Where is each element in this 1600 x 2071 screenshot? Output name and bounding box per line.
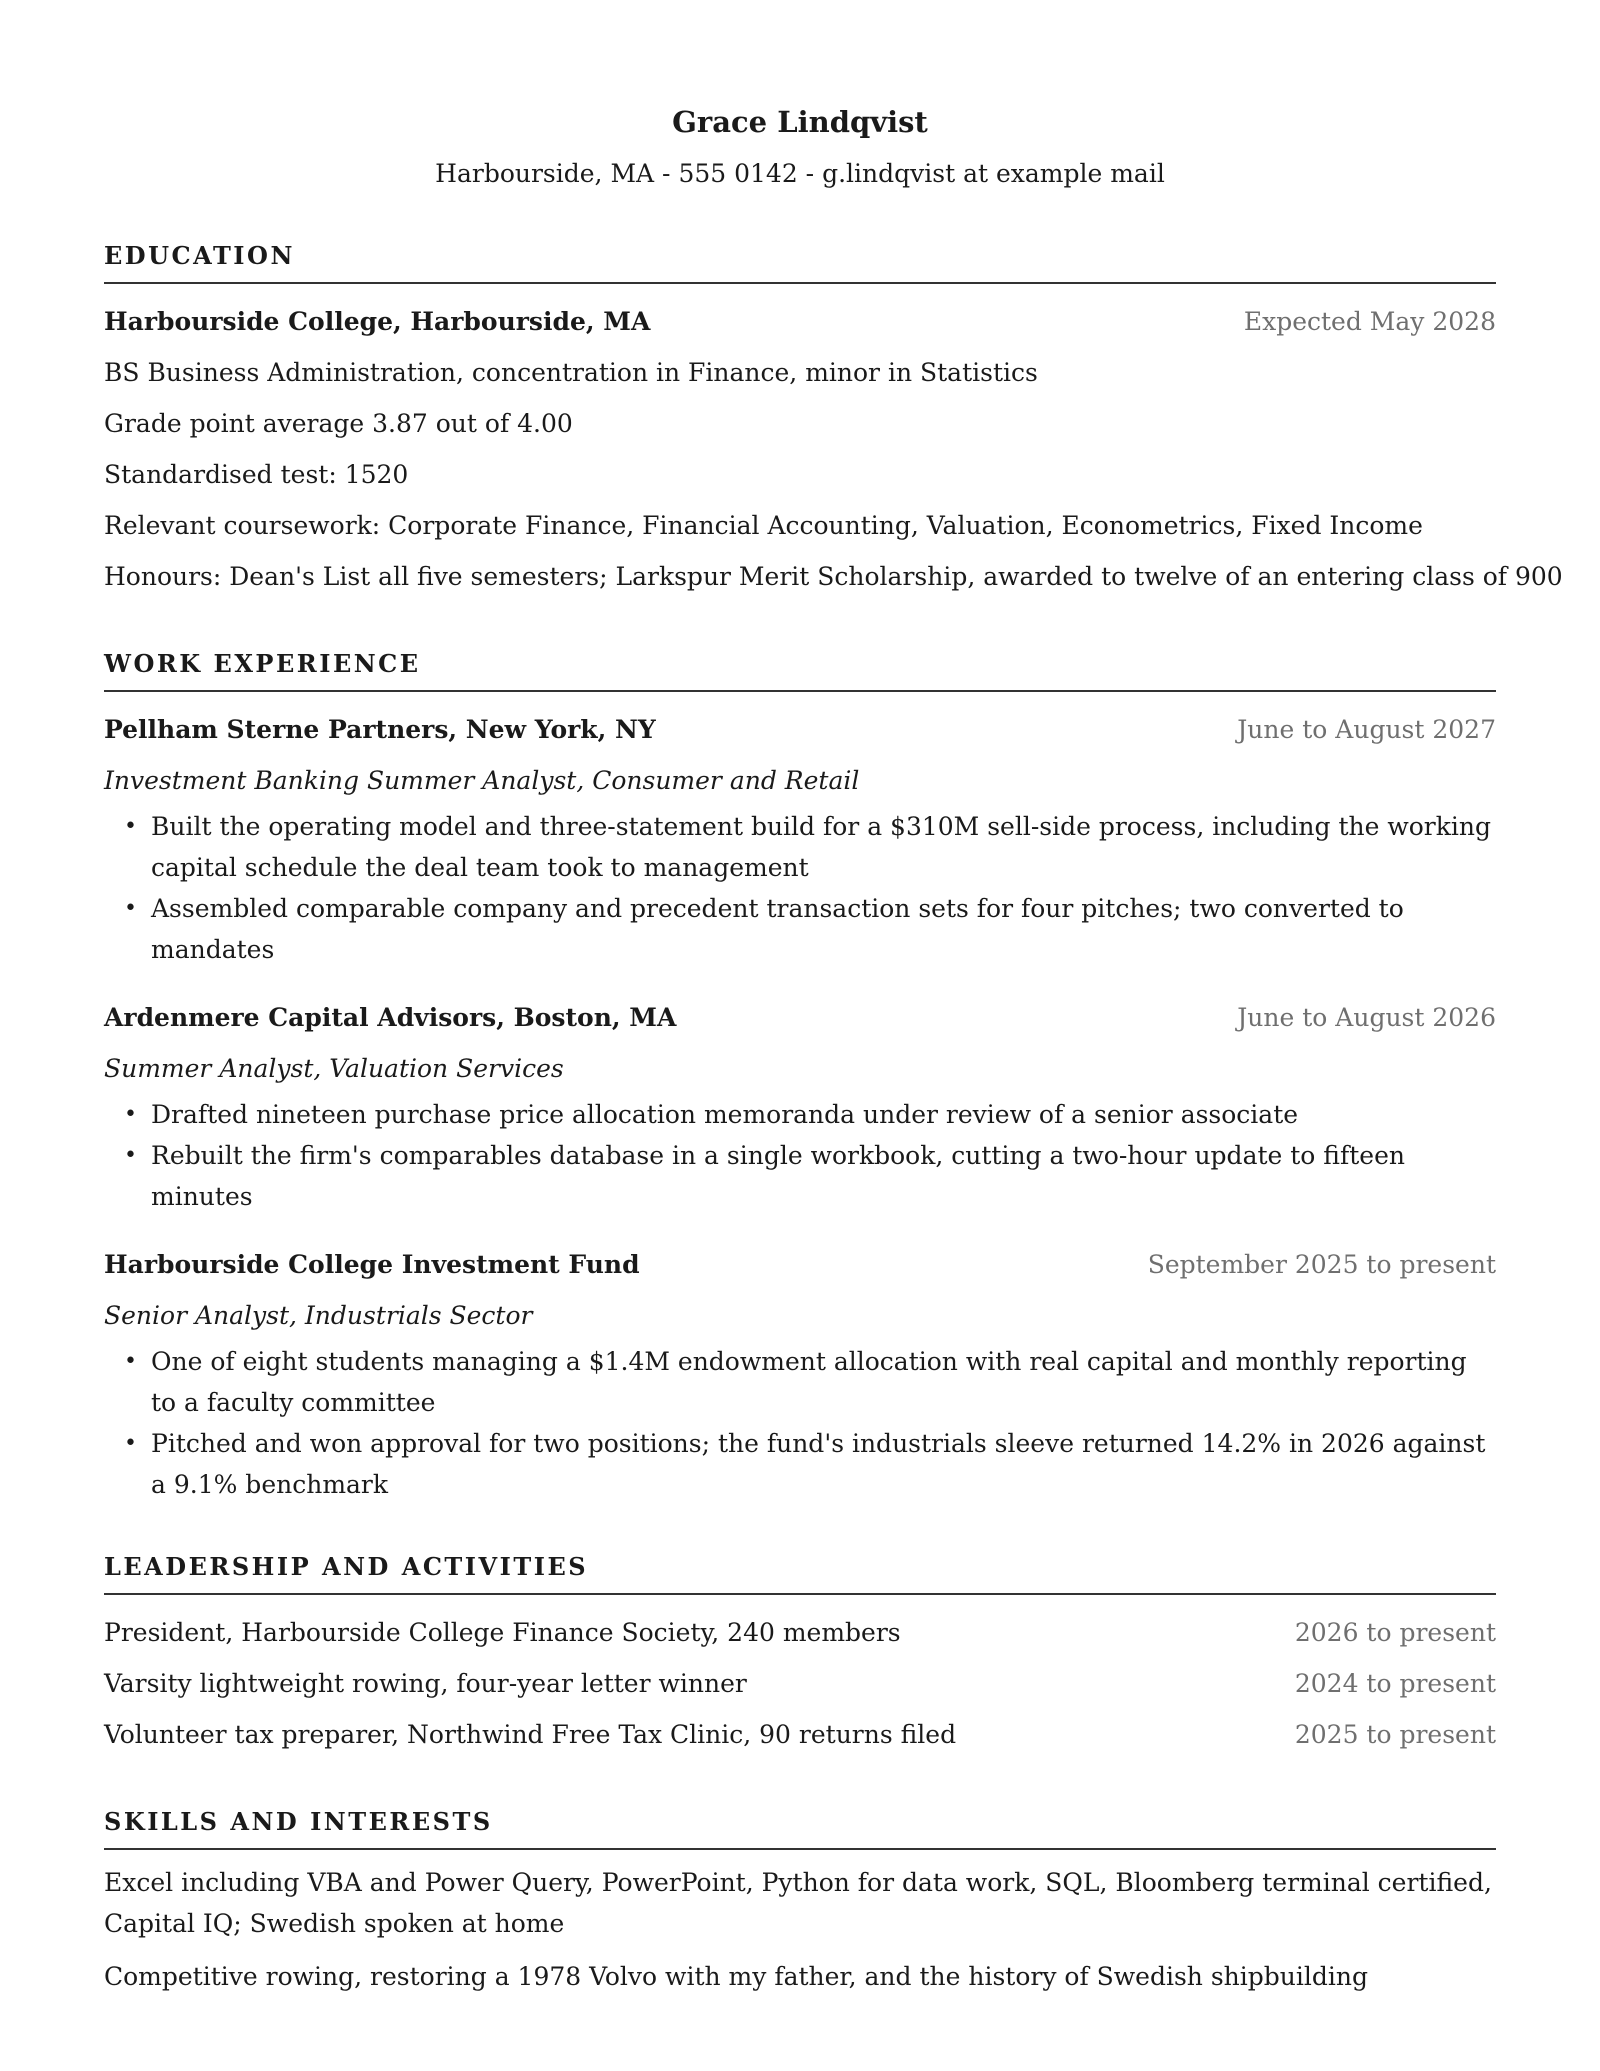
activity-row [104, 1607, 1496, 1658]
job-header [104, 1239, 1496, 1290]
job-header [104, 704, 1496, 755]
section-heading: LEADERSHIP AND ACTIVITIES [104, 1551, 1496, 1595]
skills-section [104, 1806, 1496, 1997]
education-section [104, 240, 1563, 602]
job-dates: September 2025 to present [1147, 1250, 1496, 1279]
candidate-name: Grace Lindqvist [672, 105, 928, 139]
job-entry [104, 704, 1496, 970]
activity-dates: 2026 to present [1294, 1618, 1496, 1647]
activity-row [104, 1709, 1496, 1760]
job-dates: June to August 2026 [1237, 1003, 1496, 1032]
job-entry [104, 992, 1496, 1217]
job-entry [104, 1239, 1496, 1505]
education-row [104, 296, 1496, 347]
job-header [104, 992, 1496, 1043]
job-title: Investment Banking Summer Analyst, Consumer and Retail [104, 766, 860, 795]
section-heading: EDUCATION [104, 240, 1496, 284]
job-bullets [104, 1094, 1496, 1217]
job-dates: June to August 2027 [1237, 715, 1496, 744]
leadership-section [104, 1551, 1496, 1760]
job-title: Senior Analyst, Industrials Sector [104, 1301, 533, 1330]
work-experience-section [104, 648, 1496, 1505]
bullet-item: • Rebuilt the firm's comparables database in a single workbook, cutting a two-hour update to fifteen minutes [104, 1135, 1496, 1217]
bullet-item: • Built the operating model and three-statement build for a $310M sell-side process, including the working capital schedule the deal team took to management [104, 806, 1496, 888]
honours-line: Honours: Dean's List all five semesters; Larkspur Merit Scholarship, awarded to twelve of an entering class of 900 [104, 562, 1563, 591]
degree-line: BS Business Administration, concentration in Finance, minor in Statistics [104, 358, 1038, 387]
activity-description: Varsity lightweight rowing, four-year letter winner [104, 1669, 747, 1698]
contact-line: Harbourside, MA - 555 0142 - g.lindqvist at example mail [435, 159, 1165, 188]
employer-name: Harbourside College Investment Fund [104, 1250, 640, 1279]
employer-name: Ardenmere Capital Advisors, Boston, MA [104, 1003, 677, 1032]
school-name: Harbourside College, Harbourside, MA [104, 307, 651, 336]
activity-row [104, 1658, 1496, 1709]
bullet-item: • Assembled comparable company and precedent transaction sets for four pitches; two converted to mandates [104, 888, 1496, 970]
coursework-line: Relevant coursework: Corporate Finance, Financial Accounting, Valuation, Econometrics, Fixed Income [104, 511, 1423, 540]
graduation-date: Expected May 2028 [1243, 307, 1496, 336]
job-title: Summer Analyst, Valuation Services [104, 1054, 564, 1083]
activity-description: President, Harbourside College Finance Society, 240 members [104, 1618, 901, 1647]
bullet-item: • Drafted nineteen purchase price allocation memoranda under review of a senior associate [104, 1094, 1496, 1135]
resume-header [104, 0, 1496, 190]
section-heading: WORK EXPERIENCE [104, 648, 1496, 692]
section-heading: SKILLS AND INTERESTS [104, 1806, 1496, 1850]
job-bullets [104, 1341, 1496, 1505]
activity-dates: 2025 to present [1294, 1720, 1496, 1749]
activity-description: Volunteer tax preparer, Northwind Free Tax Clinic, 90 returns filed [104, 1720, 957, 1749]
bullet-item: • Pitched and won approval for two positions; the fund's industrials sleeve returned 14.2% in 2026 against a 9.1% benchmark [104, 1423, 1496, 1505]
employer-name: Pellham Sterne Partners, New York, NY [104, 715, 656, 744]
bullet-item: • One of eight students managing a $1.4M endowment allocation with real capital and monthly reporting to a faculty committee [104, 1341, 1496, 1423]
test-score-line: Standardised test: 1520 [104, 460, 409, 489]
gpa-line: Grade point average 3.87 out of 4.00 [104, 409, 573, 438]
interests-line: Competitive rowing, restoring a 1978 Volvo with my father, and the history of Swedish shipbuilding [104, 1962, 1368, 1991]
job-bullets [104, 806, 1496, 970]
skills-line: Excel including VBA and Power Query, PowerPoint, Python for data work, SQL, Bloomberg terminal certified, Capital IQ; Swedish spoken at home [104, 1868, 1492, 1938]
activity-dates: 2024 to present [1294, 1669, 1496, 1698]
